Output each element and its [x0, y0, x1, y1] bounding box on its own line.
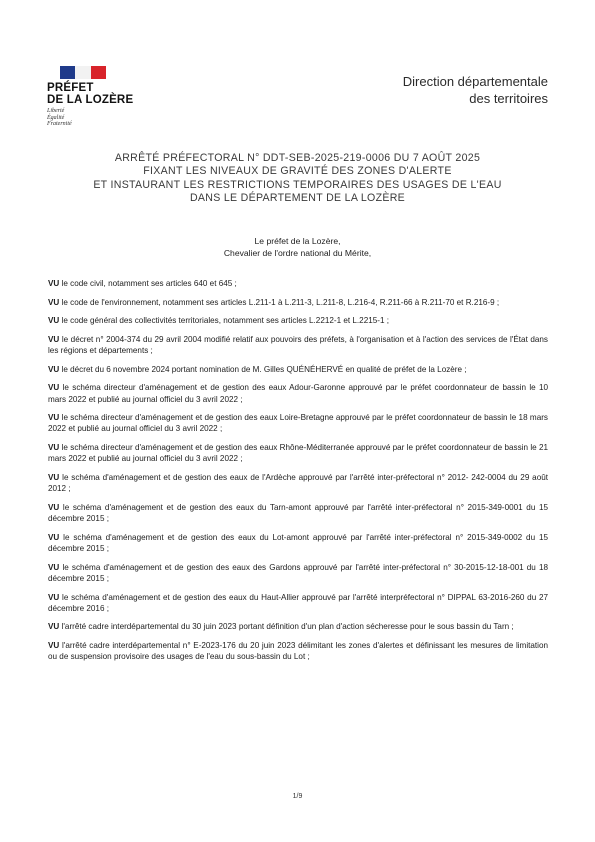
vu-prefix: VU	[48, 472, 60, 482]
logo-line-1: PRÉFET	[47, 82, 94, 94]
vu-prefix: VU	[48, 640, 60, 650]
visa-text: le schéma directeur d'aménagement et de gestion des eaux Loire-Bretagne approuvé par le préfet coordonnateur de bassin le 18 mars 2022 et publié au journal officiel du 3 avril 2022 ;	[48, 413, 548, 434]
visas-list	[48, 278, 548, 670]
direction-line-2: des territoires	[469, 91, 548, 106]
visa-paragraph	[48, 502, 548, 525]
visa-text: l'arrêté cadre interdépartemental du 30 juin 2023 portant définition d'un plan d'action sécheresse pour le sous bassin du Tarn ;	[61, 622, 514, 632]
title-line: ARRÊTÉ PRÉFECTORAL N° DDT-SEB-2025-219-0006 DU 7 AOÛT 2025	[114, 152, 481, 164]
visa-paragraph	[48, 562, 548, 585]
vu-prefix: VU	[48, 316, 60, 326]
visa-text: le schéma d'aménagement et de gestion des eaux des Gardons approuvé par l'arrêté inter-préfectoral n° 30-2015-12-18-001 du 18 décembre 2015 ;	[48, 562, 548, 583]
visa-text: le code général des collectivités territoriales, notamment ses articles L.2212-1 et L.2215-1 ;	[61, 316, 389, 326]
visa-text: l'arrêté cadre interdépartemental n° E-2023-176 du 20 juin 2023 délimitant les zones d'alertes et définissant les mesures de limitation ou de suspension provisoire des usages de l'eau du sous-bassin du Lot ;	[48, 640, 548, 662]
marianne-flag-icon	[60, 66, 106, 79]
visa-text: le schéma d'aménagement et de gestion des eaux du Haut-Allier approuvé par l'arrêté interpréfectoral n° DIPPAL 63-2016-260 du 27 décembre 2016 ;	[48, 592, 548, 613]
visa-paragraph	[48, 382, 548, 405]
prefect-line-1: Le préfet de la Lozère,	[254, 236, 341, 246]
vu-prefix: VU	[48, 383, 60, 393]
visa-paragraph	[48, 297, 548, 308]
title-line: DANS LE DÉPARTEMENT DE LA LOZÈRE	[189, 192, 406, 205]
decree-title	[40, 152, 555, 206]
vu-prefix: VU	[48, 562, 60, 572]
visa-text: le schéma directeur d'aménagement et de gestion des eaux Rhône-Méditerranée approuvé par le préfet coordonnateur de bassin le 21 mars 2022 et publié au journal officiel du 3 avril 2022 ;	[48, 443, 548, 464]
visa-paragraph	[48, 412, 548, 435]
visa-paragraph	[48, 334, 548, 357]
motto-line: Liberté	[47, 108, 65, 114]
logo-title	[47, 82, 167, 106]
visa-paragraph	[48, 315, 548, 326]
visa-paragraph	[48, 592, 548, 615]
motto-line: Égalité	[47, 114, 65, 121]
prefect-heading	[40, 235, 555, 259]
vu-prefix: VU	[48, 502, 60, 512]
visa-text: le décret du 6 novembre 2024 portant nomination de M. Gilles QUÉNÉHERVÉ en qualité de préfet de la Lozère ;	[61, 364, 467, 374]
visa-paragraph	[48, 472, 548, 495]
visa-text: le schéma d'aménagement et de gestion des eaux de l'Ardèche approuvé par l'arrêté inter-préfectoral n° 2012- 242-0004 du 29 août 2012 ;	[48, 472, 548, 494]
prefecture-logo	[47, 66, 167, 128]
direction-line-1: Direction départementale	[402, 74, 548, 89]
visa-text: le schéma d'aménagement et de gestion des eaux du Tarn-amont approuvé par l'arrêté inter-préfectoral n° 2015-349-0001 du 15 décembre 2015 ;	[48, 502, 548, 524]
vu-prefix: VU	[48, 413, 60, 423]
logo-line-2: DE LA LOZÈRE	[47, 94, 134, 106]
visa-text: le décret n° 2004-374 du 29 avril 2004 modifié relatif aux pouvoirs des préfets, à l'organisation et à l'action des services de l'État dans les régions et départements ;	[48, 334, 548, 356]
vu-prefix: VU	[48, 279, 60, 288]
vu-prefix: VU	[48, 592, 60, 602]
visa-paragraph	[48, 532, 548, 555]
title-line: ET INSTAURANT LES RESTRICTIONS TEMPORAIRES DES USAGES DE L'EAU	[93, 178, 502, 191]
visa-paragraph	[48, 621, 548, 632]
republic-motto	[47, 108, 167, 128]
vu-prefix: VU	[48, 532, 60, 542]
visa-paragraph	[48, 640, 548, 663]
vu-prefix: VU	[48, 334, 60, 344]
visa-text: le schéma d'aménagement et de gestion des eaux du Lot-amont approuvé par l'arrêté inter-préfectoral n° 2015-349-0002 du 15 décembre 2015 ;	[48, 532, 548, 554]
vu-prefix: VU	[48, 622, 60, 632]
vu-prefix: VU	[48, 297, 60, 307]
prefect-line-2: Chevalier de l'ordre national du Mérite,	[223, 248, 372, 258]
issuing-directorate	[403, 73, 548, 107]
visa-paragraph	[48, 278, 548, 289]
vu-prefix: VU	[48, 443, 60, 453]
vu-prefix: VU	[48, 364, 60, 374]
page-number: 1/9	[292, 793, 303, 800]
visa-text: le schéma directeur d'aménagement et de gestion des eaux Adour-Garonne approuvé par le préfet coordonnateur de bassin le 10 mars 2022 et publié au journal officiel du 3 avril 2022 ;	[48, 383, 548, 404]
visa-text: le code civil, notamment ses articles 640 et 645 ;	[61, 279, 237, 288]
visa-paragraph	[48, 442, 548, 465]
visa-paragraph	[48, 364, 548, 375]
motto-line: Fraternité	[47, 121, 72, 127]
visa-text: le code de l'environnement, notamment ses articles L.211-1 à L.211-3, L.211-8, L.216-4, R.211-66 à R.211-70 et R.216-9 ;	[61, 297, 500, 307]
title-line: FIXANT LES NIVEAUX DE GRAVITÉ DES ZONES D'ALERTE	[143, 165, 452, 178]
